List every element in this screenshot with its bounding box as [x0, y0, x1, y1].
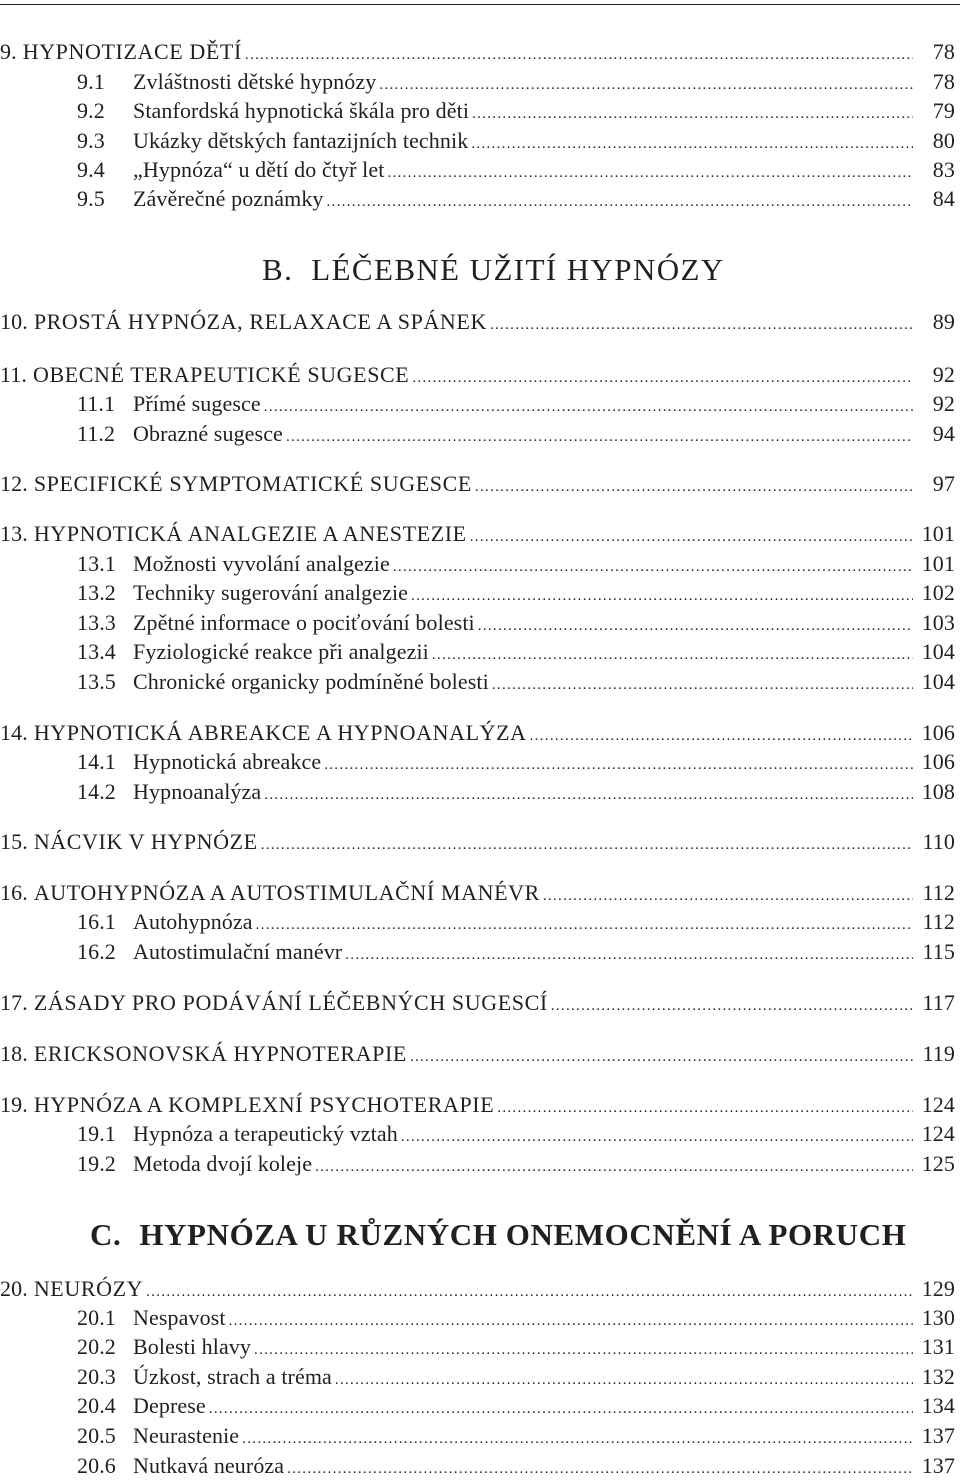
entry-number: 20.1 [77, 1305, 116, 1330]
entry-number: 9.4 [77, 157, 105, 182]
entry-number: 13.3 [77, 610, 116, 635]
entry-number: 16. [0, 880, 28, 905]
entry-page-number: 101 [921, 551, 955, 576]
entry-title: Nespavost [133, 1305, 226, 1330]
entry-page-number: 92 [932, 391, 955, 416]
toc-entry [77, 747, 955, 777]
part-c-label: C. [90, 1217, 122, 1252]
entry-title: HYPNOTIZACE DĚTÍ [22, 39, 242, 64]
dot-leader [287, 1454, 913, 1484]
entry-page-number: 130 [921, 1305, 955, 1330]
entry-title: Hypnoanalýza [133, 779, 262, 804]
entry-title: Přímé sugesce [133, 391, 261, 416]
dot-leader [472, 99, 913, 129]
entry-title: OBECNÉ TERAPEUTICKÉ SUGESCE [32, 362, 410, 387]
entry-page-number: 132 [921, 1364, 955, 1389]
entry-number: 11.1 [77, 391, 116, 416]
entry-page-number: 94 [932, 421, 955, 446]
entry-page-number: 106 [921, 720, 955, 745]
entry-title: SPECIFICKÉ SYMPTOMATICKÉ SUGESCE [33, 471, 472, 496]
entry-page-number: 137 [921, 1423, 955, 1448]
entry-number: 13.5 [77, 669, 116, 694]
toc-entry [77, 155, 955, 185]
entry-title: Možnosti vyvolání analgezie [133, 551, 390, 576]
dot-leader [264, 392, 913, 422]
entry-page-number: 124 [921, 1092, 955, 1117]
entry-number: 16.2 [77, 939, 116, 964]
dot-leader [256, 910, 913, 940]
entry-page-number: 117 [922, 990, 955, 1015]
entry-page-number: 80 [932, 128, 955, 153]
toc-entry [77, 389, 955, 419]
dot-leader [475, 472, 913, 502]
toc-entry [0, 988, 955, 1018]
toc-entry [0, 360, 955, 390]
toc-entry [77, 1149, 955, 1179]
entry-page-number: 137 [921, 1453, 955, 1478]
entry-title: Stanfordská hypnotická škála pro děti [133, 98, 470, 123]
dot-leader [242, 1424, 913, 1454]
entry-title: Fyziologické reakce při analgezii [133, 639, 429, 664]
entry-title: Autostimulační manévr [133, 939, 343, 964]
entry-number: 9. [0, 39, 17, 64]
entry-number: 20.4 [77, 1393, 116, 1418]
entry-page-number: 124 [921, 1121, 955, 1146]
entry-page-number: 89 [932, 309, 955, 334]
entry-number: 19.1 [77, 1121, 116, 1146]
part-c-title: HYPNÓZA U RŮZNÝCH ONEMOCNĚNÍ A PORUCH [139, 1217, 907, 1252]
entry-title: Neurastenie [133, 1423, 240, 1448]
entry-title: HYPNOTICKÁ ANALGEZIE A ANESTEZIE [33, 521, 467, 546]
toc-entry [77, 1362, 955, 1392]
toc-entry [77, 578, 955, 608]
entry-number: 18. [0, 1041, 28, 1066]
entry-number: 15. [0, 829, 28, 854]
dot-leader [261, 830, 913, 860]
toc-entry [77, 667, 955, 697]
entry-title: Obrazné sugesce [133, 421, 283, 446]
toc-entry [77, 1332, 955, 1362]
entry-title: AUTOHYPNÓZA A AUTOSTIMULAČNÍ MANÉVR [33, 880, 540, 905]
toc-entry [77, 549, 955, 579]
entry-number: 19.2 [77, 1151, 116, 1176]
entry-page-number: 97 [932, 471, 955, 496]
entry-title: Hypnotická abreakce [133, 749, 322, 774]
dot-leader [470, 522, 913, 552]
dot-leader [264, 780, 913, 810]
entry-number: 20.5 [77, 1423, 116, 1448]
entry-number: 11.2 [77, 421, 116, 446]
entry-number: 9.3 [77, 128, 105, 153]
entry-title: Metoda dvojí koleje [133, 1151, 313, 1176]
entry-page-number: 108 [921, 779, 955, 804]
toc-entry [0, 519, 955, 549]
entry-number: 20.2 [77, 1334, 116, 1359]
entry-page-number: 104 [921, 669, 955, 694]
entry-title: Hypnóza a terapeutický vztah [133, 1121, 398, 1146]
entry-title: Bolesti hlavy [133, 1334, 252, 1359]
entry-title: Autohypnóza [133, 909, 253, 934]
entry-page-number: 78 [932, 39, 955, 64]
entry-number: 9.1 [77, 69, 105, 94]
entry-title: Chronické organicky podmíněné bolesti [133, 669, 489, 694]
toc-entry [77, 67, 955, 97]
entry-page-number: 112 [922, 909, 955, 934]
dot-leader [286, 422, 913, 452]
toc-entry [0, 469, 955, 499]
dot-leader [209, 1394, 913, 1424]
toc-entry [77, 608, 955, 638]
entry-number: 20.3 [77, 1364, 116, 1389]
entry-title: ERICKSONOVSKÁ HYPNOTERAPIE [33, 1041, 407, 1066]
entry-number: 20.6 [77, 1453, 116, 1478]
entry-page-number: 119 [922, 1041, 955, 1066]
entry-page-number: 134 [921, 1393, 955, 1418]
entry-page-number: 103 [921, 610, 955, 635]
entry-number: 9.2 [77, 98, 105, 123]
toc-entry [0, 718, 955, 748]
entry-number: 17. [0, 990, 28, 1015]
toc-entry [0, 307, 955, 337]
toc-entry [77, 937, 955, 967]
entry-page-number: 110 [922, 829, 955, 854]
entry-number: 10. [0, 309, 28, 334]
toc-entry [0, 878, 955, 908]
toc-entry [0, 827, 955, 857]
entry-title: Nutkavá neuróza [133, 1453, 285, 1478]
part-b-label: B. [262, 252, 294, 287]
entry-number: 9.5 [77, 186, 105, 211]
toc-entry [0, 1039, 955, 1069]
toc-entry [77, 419, 955, 449]
dot-leader [411, 581, 913, 611]
toc-entry [77, 777, 955, 807]
dot-leader [345, 940, 913, 970]
entry-number: 13.1 [77, 551, 116, 576]
entry-page-number: 131 [921, 1334, 955, 1359]
entry-page-number: 129 [921, 1276, 955, 1301]
entry-title: PROSTÁ HYPNÓZA, RELAXACE A SPÁNEK [33, 309, 487, 334]
entry-number: 12. [0, 471, 28, 496]
toc-entry [77, 126, 955, 156]
entry-number: 13.4 [77, 639, 116, 664]
entry-title: Úzkost, strach a tréma [133, 1364, 332, 1389]
toc-entry [77, 1303, 955, 1333]
dot-leader [327, 187, 913, 217]
entry-page-number: 125 [921, 1151, 955, 1176]
dot-leader [410, 1042, 913, 1072]
entry-title: Zpětné informace o pociťování bolesti [133, 610, 475, 635]
toc-entry [0, 1090, 955, 1120]
entry-number: 14. [0, 720, 28, 745]
toc-entry [0, 1274, 955, 1304]
dot-leader [401, 1122, 913, 1152]
dot-leader [254, 1335, 913, 1365]
entry-title: Zvláštnosti dětské hypnózy [133, 69, 377, 94]
entry-title: NEURÓZY [33, 1276, 144, 1301]
dot-leader [490, 310, 913, 340]
part-c-heading [90, 1215, 906, 1255]
entry-number: 14.1 [77, 749, 116, 774]
entry-page-number: 112 [922, 880, 955, 905]
entry-page-number: 79 [932, 98, 955, 123]
entry-number: 20. [0, 1276, 28, 1301]
dot-leader [432, 640, 913, 670]
entry-page-number: 101 [921, 521, 955, 546]
entry-number: 16.1 [77, 909, 116, 934]
entry-page-number: 92 [932, 362, 955, 387]
entry-page-number: 115 [922, 939, 955, 964]
toc-entry [77, 907, 955, 937]
entry-page-number: 106 [921, 749, 955, 774]
toc-entry [77, 1421, 955, 1451]
entry-page-number: 104 [921, 639, 955, 664]
dot-leader [551, 991, 913, 1021]
part-b-heading [262, 250, 725, 290]
entry-number: 13.2 [77, 580, 116, 605]
toc-entry [77, 184, 955, 214]
entry-page-number: 83 [932, 157, 955, 182]
entry-title: Ukázky dětských fantazijních technik [133, 128, 469, 153]
entry-title: Techniky sugerování analgezie [133, 580, 409, 605]
entry-title: NÁCVIK V HYPNÓZE [33, 829, 258, 854]
toc-entry [77, 1391, 955, 1421]
entry-page-number: 84 [932, 186, 955, 211]
entry-title: Deprese [133, 1393, 206, 1418]
entry-number: 13. [0, 521, 28, 546]
entry-number: 11. [0, 362, 27, 387]
toc-entry [77, 96, 955, 126]
toc-entry [77, 1119, 955, 1149]
dot-leader [315, 1152, 913, 1182]
dot-leader [324, 750, 913, 780]
entry-number: 19. [0, 1092, 28, 1117]
dot-leader [245, 40, 913, 70]
entry-title: „Hypnóza“ u dětí do čtyř let [133, 157, 385, 182]
entry-title: ZÁSADY PRO PODÁVÁNÍ LÉČEBNÝCH SUGESCÍ [33, 990, 548, 1015]
entry-title: HYPNÓZA A KOMPLEXNÍ PSYCHOTERAPIE [33, 1092, 495, 1117]
dot-leader [492, 670, 913, 700]
toc-entry [0, 37, 955, 67]
entry-page-number: 78 [932, 69, 955, 94]
entry-title: HYPNOTICKÁ ABREAKCE A HYPNOANALÝZA [33, 720, 527, 745]
toc-entry [77, 637, 955, 667]
entry-number: 14.2 [77, 779, 116, 804]
entry-page-number: 102 [921, 580, 955, 605]
part-b-title: LÉČEBNÉ UŽITÍ HYPNÓZY [311, 252, 725, 287]
entry-title: Závěrečné poznámky [133, 186, 324, 211]
